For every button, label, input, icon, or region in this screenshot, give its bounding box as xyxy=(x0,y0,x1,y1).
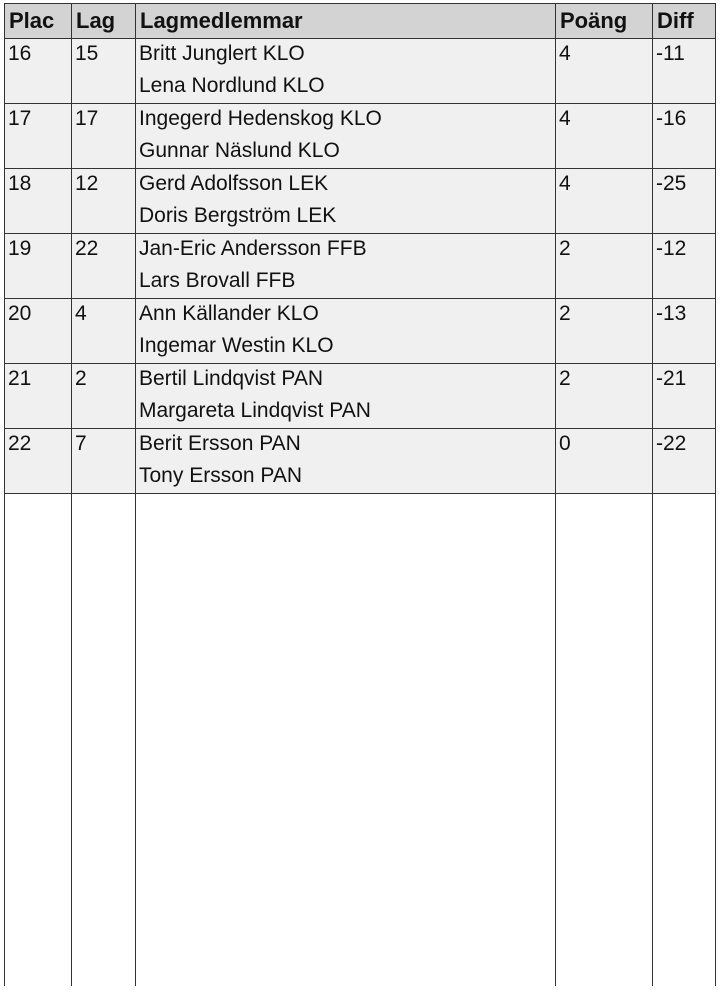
plac-value: 17 xyxy=(8,107,32,130)
member-name: Lena Nordlund KLO xyxy=(139,74,325,97)
points-value: 2 xyxy=(559,237,571,260)
cell-plac xyxy=(5,39,72,104)
plac-value: 22 xyxy=(8,432,32,455)
cell-points xyxy=(556,39,653,104)
cell-points xyxy=(556,104,653,169)
cell-lag xyxy=(72,364,136,429)
table-row xyxy=(5,429,716,494)
table-row xyxy=(5,364,716,429)
standings-table xyxy=(4,3,716,986)
header-points: Poäng xyxy=(556,4,653,39)
cell-lag xyxy=(72,104,136,169)
cell-diff xyxy=(653,169,716,234)
cell-members xyxy=(136,169,556,234)
cell-diff xyxy=(653,234,716,299)
diff-value: -25 xyxy=(656,172,687,195)
table-row xyxy=(5,39,716,104)
points-value: 4 xyxy=(559,172,571,195)
member-name: Tony Ersson PAN xyxy=(139,464,303,487)
lag-value: 15 xyxy=(75,42,99,65)
member-name: Margareta Lindqvist PAN xyxy=(139,399,371,422)
member-name: Jan-Eric Andersson FFB xyxy=(139,237,367,260)
plac-value: 18 xyxy=(8,172,32,195)
cell-lag xyxy=(72,429,136,494)
points-value: 4 xyxy=(559,107,571,130)
member-name: Lars Brovall FFB xyxy=(139,269,296,292)
cell-points xyxy=(556,429,653,494)
diff-value: -13 xyxy=(656,302,687,325)
table-row xyxy=(5,169,716,234)
table-row xyxy=(5,104,716,169)
empty-cell xyxy=(653,494,716,987)
member-name: Gunnar Näslund KLO xyxy=(139,139,340,162)
member-name: Ingegerd Hedenskog KLO xyxy=(139,107,382,130)
header-diff: Diff xyxy=(653,4,716,39)
member-name: Gerd Adolfsson LEK xyxy=(139,172,329,195)
header-lag: Lag xyxy=(72,4,136,39)
member-name: Bertil Lindqvist PAN xyxy=(139,367,324,390)
empty-cell xyxy=(72,494,136,987)
cell-points xyxy=(556,299,653,364)
member-name: Doris Bergström LEK xyxy=(139,204,337,227)
cell-members xyxy=(136,39,556,104)
points-value: 2 xyxy=(559,302,571,325)
member-name: Berit Ersson PAN xyxy=(139,432,301,455)
cell-plac xyxy=(5,169,72,234)
points-value: 2 xyxy=(559,367,571,390)
diff-value: -11 xyxy=(656,42,685,65)
cell-points xyxy=(556,364,653,429)
lag-value: 22 xyxy=(75,237,99,260)
member-name: Ann Källander KLO xyxy=(139,302,319,325)
cell-points xyxy=(556,169,653,234)
diff-value: -21 xyxy=(656,367,687,390)
cell-diff xyxy=(653,299,716,364)
plac-value: 21 xyxy=(8,367,32,390)
diff-value: -22 xyxy=(656,432,687,455)
cell-diff xyxy=(653,39,716,104)
cell-members xyxy=(136,234,556,299)
cell-plac xyxy=(5,299,72,364)
cell-plac xyxy=(5,104,72,169)
empty-cell xyxy=(556,494,653,987)
points-value: 0 xyxy=(559,432,571,455)
cell-plac xyxy=(5,429,72,494)
cell-members xyxy=(136,104,556,169)
cell-plac xyxy=(5,234,72,299)
header-members: Lagmedlemmar xyxy=(136,4,556,39)
plac-value: 20 xyxy=(8,302,32,325)
diff-value: -12 xyxy=(656,237,687,260)
cell-lag xyxy=(72,299,136,364)
lag-value: 12 xyxy=(75,172,99,195)
plac-value: 16 xyxy=(8,42,32,65)
table-header-row xyxy=(5,4,716,39)
empty-cell xyxy=(5,494,72,987)
results-sheet xyxy=(4,3,715,993)
table-row xyxy=(5,234,716,299)
cell-members xyxy=(136,364,556,429)
cell-lag xyxy=(72,39,136,104)
points-value: 4 xyxy=(559,42,571,65)
table-row xyxy=(5,299,716,364)
empty-cell xyxy=(136,494,556,987)
lag-value: 7 xyxy=(75,432,87,455)
lag-value: 2 xyxy=(75,367,87,390)
cell-lag xyxy=(72,234,136,299)
lag-value: 17 xyxy=(75,107,99,130)
cell-diff xyxy=(653,104,716,169)
cell-plac xyxy=(5,364,72,429)
cell-diff xyxy=(653,364,716,429)
plac-value: 19 xyxy=(8,237,32,260)
lag-value: 4 xyxy=(75,302,87,325)
cell-points xyxy=(556,234,653,299)
header-plac: Plac xyxy=(5,4,72,39)
cell-members xyxy=(136,429,556,494)
empty-table-area xyxy=(5,494,716,987)
cell-lag xyxy=(72,169,136,234)
cell-members xyxy=(136,299,556,364)
member-name: Britt Junglert KLO xyxy=(139,42,305,65)
member-name: Ingemar Westin KLO xyxy=(139,334,334,357)
diff-value: -16 xyxy=(656,107,687,130)
cell-diff xyxy=(653,429,716,494)
